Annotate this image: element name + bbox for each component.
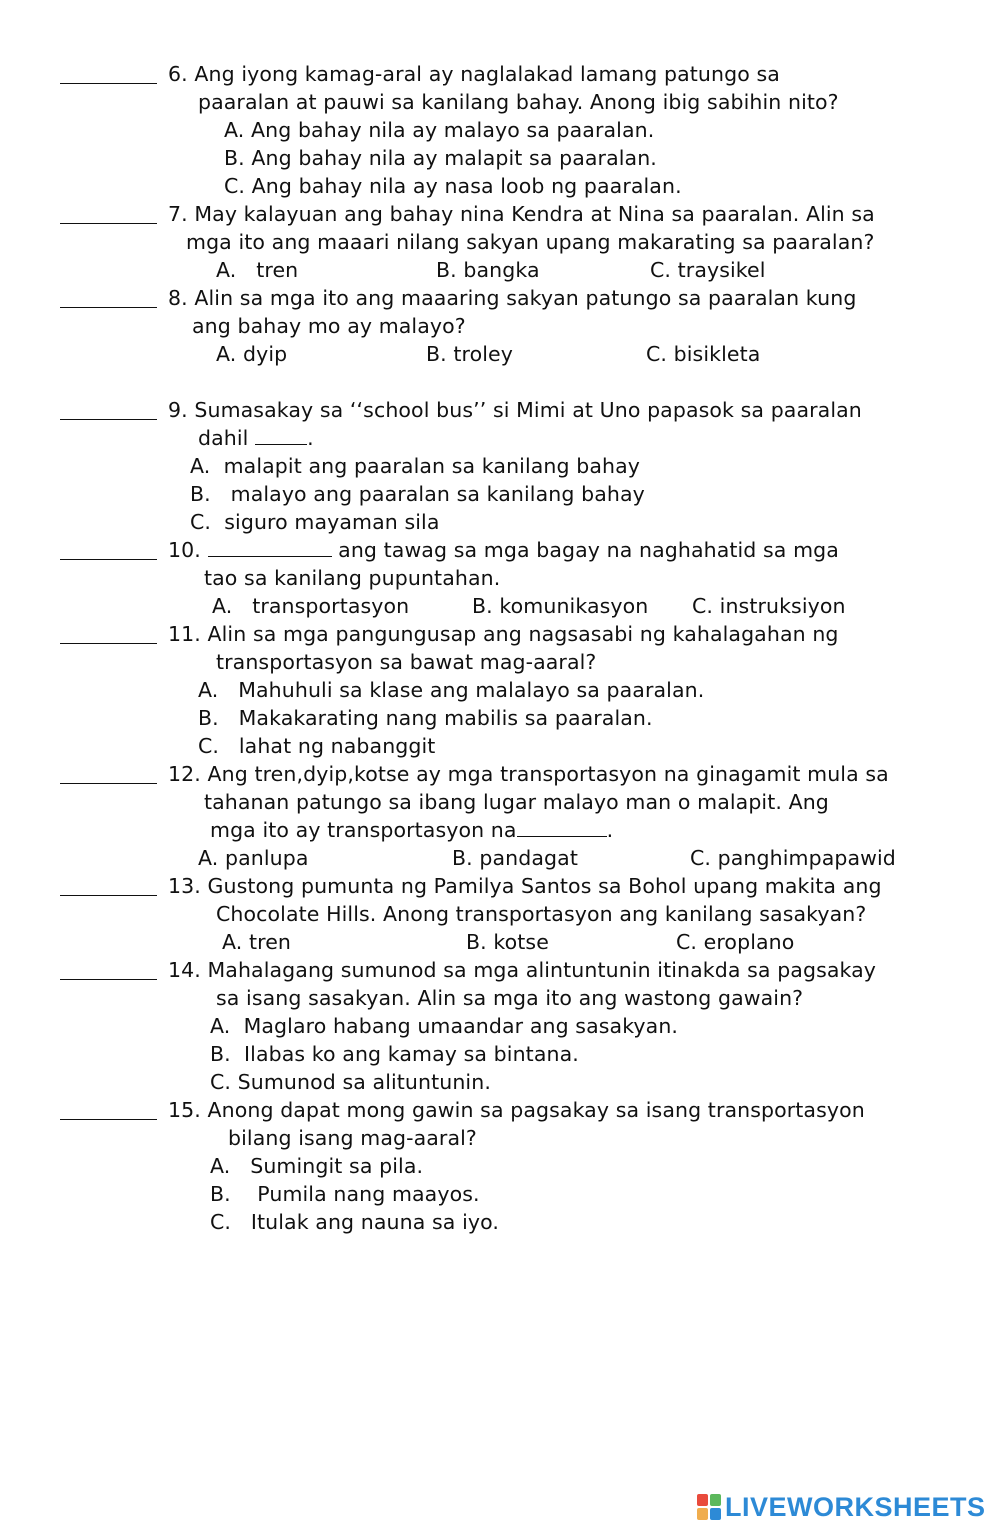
question-12-line-1: 12. Ang tren,dyip,kotse ay mga transportasyon na ginagamit mula sa [168,762,889,786]
question-6-line-2: paaralan at pauwi sa kanilang bahay. Anong ibig sabihin nito? [198,90,839,114]
q8-choice-b: B. troley [426,342,513,366]
answer-blank-q11[interactable] [60,643,157,644]
q9-choice-a: A. malapit ang paaralan sa kanilang bahay [190,454,641,478]
question-14-line-2: sa isang sasakyan. Alin sa mga ito ang wastong gawain? [216,986,804,1010]
question-13-line-1: 13. Gustong pumunta ng Pamilya Santos sa Bohol upang makita ang [168,874,882,898]
question-9-line-1: 9. Sumasakay sa ‘‘school bus’’ si Mimi at Uno papasok sa paaralan [168,398,862,422]
question-11-line-1: 11. Alin sa mga pangungusap ang nagsasabi ng kahalagahan ng [168,622,839,646]
q15-choice-a: A. Sumingit sa pila. [210,1154,424,1178]
q7-choice-b: B. bangka [436,258,540,282]
q9-choice-b: B. malayo ang paaralan sa kanilang bahay [190,482,645,506]
liveworksheets-logo-icon [697,1494,721,1520]
q10-inline-blank [208,538,332,557]
q10-choice-c: C. instruksiyon [692,594,846,618]
question-11-line-2: transportasyon sa bawat mag-aaral? [216,650,597,674]
q6-choice-c: C. Ang bahay nila ay nasa loob ng paaralan. [224,174,682,198]
q7-choice-a: A. tren [216,258,299,282]
liveworksheets-logo [697,1490,986,1524]
question-7-line-2: mga ito ang maaari nilang sakyan upang makarating sa paaralan? [186,230,875,254]
question-10-line-1 [168,536,839,564]
q9-stem-text: dahil [198,426,249,450]
question-9-line-2 [198,424,314,452]
q15-choice-b: B. Pumila nang maayos. [210,1182,480,1206]
q14-choice-a: A. Maglaro habang umaandar ang sasakyan. [210,1014,679,1038]
answer-blank-q12[interactable] [60,783,157,784]
q14-choice-c: C. Sumunod sa alituntunin. [210,1070,491,1094]
q11-choice-b: B. Makakarating nang mabilis sa paaralan. [198,706,653,730]
q13-choice-a: A. tren [222,930,292,954]
q11-choice-c: C. lahat ng nabanggit [198,734,436,758]
q12-stem-tail: . [606,818,614,842]
answer-blank-q9[interactable] [60,419,157,420]
q10-choice-a: A. transportasyon [212,594,410,618]
q12-stem-text: mga ito ay transportasyon na [210,818,517,842]
q10-stem-text: ang tawag sa mga bagay na naghahatid sa mga [338,538,839,562]
q10-choice-b: B. komunikasyon [472,594,649,618]
question-15-line-2: bilang isang mag-aaral? [228,1126,477,1150]
q13-choice-b: B. kotse [466,930,549,954]
q11-choice-a: A. Mahuhuli sa klase ang malalayo sa paaralan. [198,678,705,702]
q9-inline-blank [255,426,307,445]
liveworksheets-brand-text: LIVEWORKSHEETS [725,1491,986,1522]
q12-inline-blank [517,818,607,837]
answer-blank-q14[interactable] [60,979,157,980]
answer-blank-q8[interactable] [60,307,157,308]
answer-blank-q10[interactable] [60,559,157,560]
q12-choice-c: C. panghimpapawid [690,846,896,870]
q6-choice-a: A. Ang bahay nila ay malayo sa paaralan. [224,118,655,142]
q14-choice-b: B. Ilabas ko ang kamay sa bintana. [210,1042,579,1066]
answer-blank-q13[interactable] [60,895,157,896]
question-12-line-3 [210,816,613,844]
q12-choice-a: A. panlupa [198,846,309,870]
question-14-line-1: 14. Mahalagang sumunod sa mga alintuntunin itinakda sa pagsakay [168,958,877,982]
q9-choice-c: C. siguro mayaman sila [190,510,440,534]
answer-blank-q6[interactable] [60,83,157,84]
q6-choice-b: B. Ang bahay nila ay malapit sa paaralan. [224,146,657,170]
q13-choice-c: C. eroplano [676,930,795,954]
question-15-line-1: 15. Anong dapat mong gawin sa pagsakay sa isang transportasyon [168,1098,865,1122]
question-12-line-2: tahanan patungo sa ibang lugar malayo man o malapit. Ang [204,790,829,814]
question-6-line-1: 6. Ang iyong kamag-aral ay naglalakad lamang patungo sa [168,62,780,86]
q12-choice-b: B. pandagat [452,846,578,870]
question-13-line-2: Chocolate Hills. Anong transportasyon ang kanilang sasakyan? [216,902,867,926]
question-8-line-1: 8. Alin sa mga ito ang maaaring sakyan patungo sa paaralan kung [168,286,857,310]
question-8-line-2: ang bahay mo ay malayo? [192,314,466,338]
q8-choice-a: A. dyip [216,342,288,366]
q8-choice-c: C. bisikleta [646,342,761,366]
question-7-line-1: 7. May kalayuan ang bahay nina Kendra at Nina sa paaralan. Alin sa [168,202,875,226]
q10-number: 10. [168,538,201,562]
question-10-line-2: tao sa kanilang pupuntahan. [204,566,501,590]
answer-blank-q7[interactable] [60,223,157,224]
q7-choice-c: C. traysikel [650,258,766,282]
q9-stem-tail: . [307,426,314,450]
q15-choice-c: C. Itulak ang nauna sa iyo. [210,1210,499,1234]
answer-blank-q15[interactable] [60,1119,157,1120]
